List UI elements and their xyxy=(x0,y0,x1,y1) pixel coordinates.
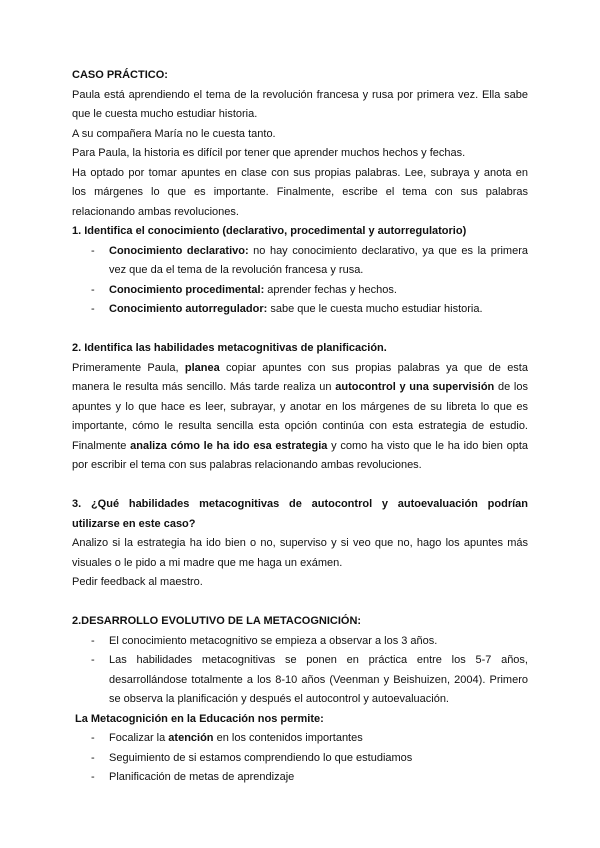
list-item: - Conocimiento autorregulador: sabe que le cuesta mucho estudiar historia. xyxy=(109,300,528,320)
document-page xyxy=(72,66,528,788)
q3-title-line2: utilizarse en este caso? xyxy=(72,517,196,530)
s2-title: 2.DESARROLLO EVOLUTIVO DE LA METACOGNICIÓN: xyxy=(72,615,362,627)
caso-p3: Para Paula, la historia es difícil por tener que aprender muchos hechos y fechas. xyxy=(72,147,466,159)
q1-list xyxy=(72,242,528,320)
q2-line4: importante, cómo le resulta sencilla esta opción continúa con esta estrategia de estudio. xyxy=(72,420,528,432)
caso-p1-line2: que le cuesta mucho estudiar historia. xyxy=(72,108,258,120)
q3-line2: visuales o le pido a mi madre que me haga un exámen. xyxy=(72,556,343,569)
list-item: - Seguimiento de si estamos comprendiendo lo que estudiamos xyxy=(109,749,528,769)
caso-p4-line3: relacionando ambas revoluciones. xyxy=(72,205,239,218)
caso-title: CASO PRÁCTICO: xyxy=(72,69,168,81)
caso-p4-line1: Ha optado por tomar apuntes en clase con sus propias palabras. Lee, subraya y anota en xyxy=(72,166,528,179)
caso-p2: A su compañera María no le cuesta tanto. xyxy=(72,127,276,140)
s2-list xyxy=(72,632,528,710)
list-item: - Las habilidades metacognitivas se ponen en práctica entre los 5-7 años, desarrollándose totalmente a los 8-10 años (Veenman y Beishuizen, 2004). Primero se observa la planificación y después el autocontrol y autoevaluación. xyxy=(109,651,528,710)
q2-line2: manera le resulta más sencillo. Más tarde realiza un autocontrol y una supervisión de los xyxy=(72,381,528,393)
list-item: - Conocimiento procedimental: aprender fechas y hechos. xyxy=(109,281,528,301)
q2-title: 2. Identifica las habilidades metacognitivas de planificación. xyxy=(72,342,387,354)
q2-line6: por escribir el tema con sus palabras relacionando ambas revoluciones. xyxy=(72,459,422,471)
q2-line3: apuntes y lo que hace es leer, subrayar, y anotar en los márgenes de su libreta lo que es xyxy=(72,400,528,413)
edu-list xyxy=(72,729,528,788)
q2-line5: Finalmente analiza cómo le ha ido esa estrategia y como ha visto que le ha ido bien opta xyxy=(72,439,529,452)
q3-line3: Pedir feedback al maestro. xyxy=(72,576,203,588)
q3-title-line1: 3. ¿Qué habilidades metacognitivas de autocontrol y autoevaluación podrían xyxy=(72,498,528,510)
list-item: - Focalizar la atención en los contenidos importantes xyxy=(109,729,528,749)
q1-title: 1. Identifica el conocimiento (declarativo, procedimental y autorregulatorio) xyxy=(72,225,467,237)
caso-p1-line1: Paula está aprendiendo el tema de la revolución francesa y rusa por primera vez. Ella sabe xyxy=(72,88,528,101)
list-item: - Planificación de metas de aprendizaje xyxy=(109,768,528,788)
q3-line1: Analizo si la estrategia ha ido bien o no, superviso y si veo que no, hago los apuntes más xyxy=(72,537,528,549)
q2-line1: Primeramente Paula, planea copiar apuntes con sus propias palabras ya que de esta xyxy=(72,361,528,374)
list-item: - El conocimiento metacognitivo se empieza a observar a los 3 años. xyxy=(109,632,528,652)
edu-title: La Metacognición en la Educación nos permite: xyxy=(75,712,324,725)
caso-p4-line2: los márgenes lo que es importante. Finalmente, escribe el tema con sus palabras xyxy=(72,186,528,198)
list-item: - Conocimiento declarativo: no hay conocimiento declarativo, ya que es la primera vez que da el tema de la revolución francesa y rusa. xyxy=(109,242,528,281)
